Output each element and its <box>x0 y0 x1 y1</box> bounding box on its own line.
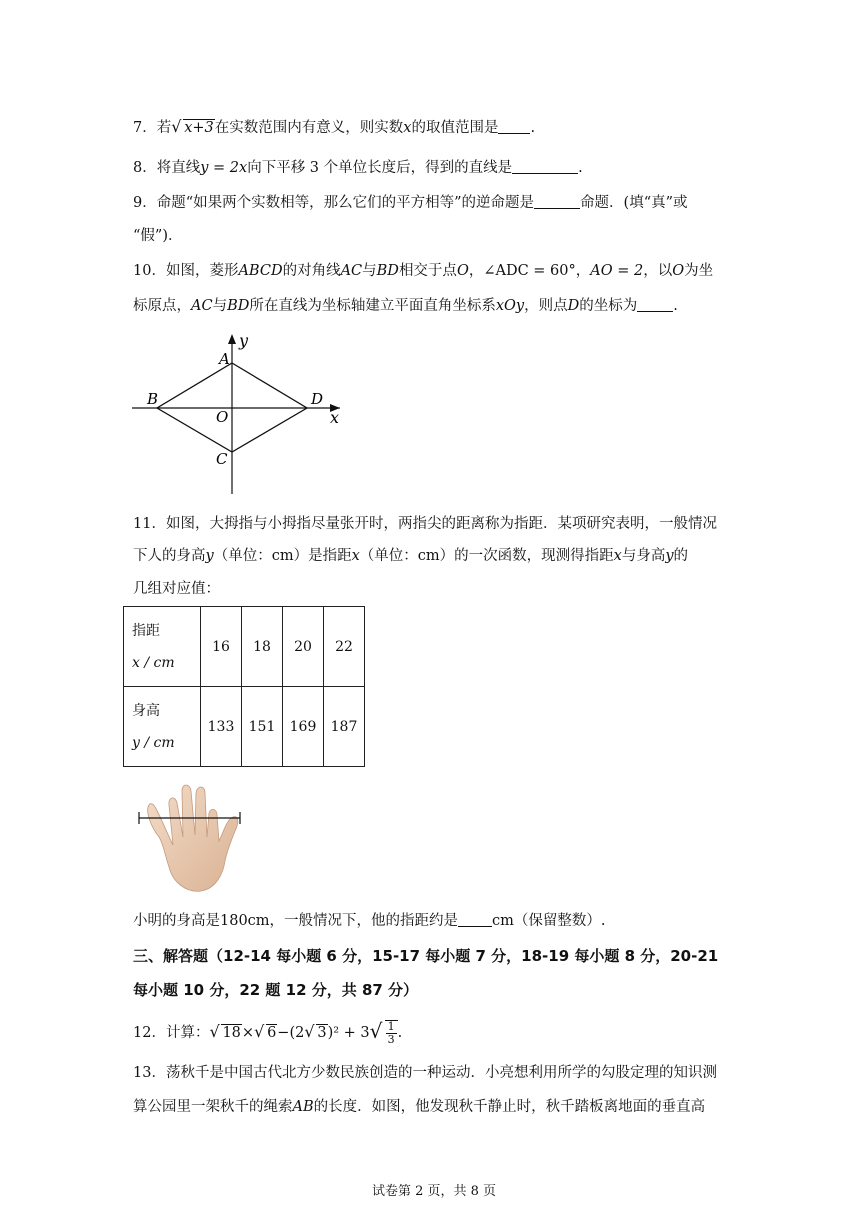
table-cell: 20 <box>283 607 324 687</box>
question-11-line1 <box>133 514 717 534</box>
q7-radicand: x+3 <box>184 120 214 136</box>
q11-x: x <box>351 548 360 564</box>
q10-t9: 所在直线为坐标轴建立平面直角坐标系 <box>249 298 496 314</box>
question-11-answer <box>133 911 606 931</box>
q7-text-post: 的取值范围是 <box>411 120 499 136</box>
q10-t5: ，以 <box>643 263 673 279</box>
q8-text-post: 向下平移 3 个单位长度后，得到的直线是 <box>247 160 513 176</box>
q10-t3: 与 <box>362 263 377 279</box>
table-row <box>124 607 365 687</box>
q12-sqrt-18: √ 18 <box>209 1022 241 1041</box>
q8-text-pre: 将直线 <box>156 160 201 176</box>
q10-answer-blank[interactable] <box>637 297 673 312</box>
question-9-line1 <box>133 193 688 213</box>
q12-end: . <box>397 1025 403 1041</box>
table-cell: 133 <box>201 687 242 767</box>
table-cell: 22 <box>324 607 365 687</box>
q10-abcd: ABCD <box>238 263 283 279</box>
q11-x2: x <box>613 548 622 564</box>
q11-t4: 与身高 <box>621 548 666 564</box>
q10-t6: 为坐 <box>684 263 714 279</box>
q10-angle: ，∠ADC = 60°， <box>468 263 591 279</box>
q12-number: 12．计算： <box>133 1025 210 1041</box>
q9-answer-blank[interactable] <box>534 194 580 209</box>
row1-label-top: 指距 <box>132 622 160 639</box>
q10-t4: 相交于点 <box>398 263 457 279</box>
row2-label-top: 身高 <box>132 702 160 719</box>
label-d: D <box>311 390 324 408</box>
q7-answer-blank[interactable] <box>498 119 530 134</box>
q10-end: . <box>673 298 678 314</box>
q10-d: D <box>567 298 580 314</box>
label-o: O <box>216 408 229 426</box>
question-13-line1 <box>133 1063 717 1083</box>
label-a: A <box>219 350 230 368</box>
q12-times: × <box>241 1025 255 1041</box>
question-9-line2 <box>133 226 182 246</box>
table-row <box>124 687 365 767</box>
q10-t8: 与 <box>212 298 228 314</box>
q12-sqrt-3: √ 3 <box>304 1022 327 1041</box>
question-8 <box>133 158 583 178</box>
question-13-line2 <box>133 1097 705 1117</box>
q11-y2: y <box>665 548 674 564</box>
page-footer: 试卷第 2 页，共 8 页 <box>371 1184 497 1199</box>
q10-bd: BD <box>376 263 399 279</box>
label-b: B <box>147 390 159 408</box>
row1-label <box>124 607 201 687</box>
hand-span-illustration <box>135 775 247 897</box>
row2-label <box>124 687 201 767</box>
q12-sqrt-6: √ 6 <box>254 1022 277 1041</box>
row2-label-bottom: y / cm <box>132 734 175 751</box>
question-10-line2 <box>133 296 678 316</box>
q10-ac2: AC <box>191 298 213 314</box>
q11-line1: 11．如图，大拇指与小拇指尽量张开时，两指尖的距离称为指距．某项研究表明，一般情况 <box>133 516 717 532</box>
q10-xoy: xOy <box>495 298 525 314</box>
q11-t5: 的 <box>673 548 689 564</box>
q13-t1: 算公园里一架秋千的绳索 <box>133 1099 293 1115</box>
question-11-line2 <box>133 546 688 566</box>
q7-text-pre: 若 <box>156 120 172 136</box>
q7-text-mid: 在实数范围内有意义，则实数 <box>214 120 404 136</box>
q8-expression: y = 2x <box>200 160 248 176</box>
q10-t7: 标原点， <box>133 298 191 314</box>
question-7 <box>133 118 535 138</box>
q9-line2: “假”)． <box>133 228 183 244</box>
q11-answer-blank[interactable] <box>458 912 492 927</box>
table-cell: 187 <box>324 687 365 767</box>
q13-t2: 的长度．如图，他发现秋千静止时，秋千踏板离地面的垂直高 <box>313 1099 706 1115</box>
q10-t10: ，则点 <box>524 298 568 314</box>
q9-text: 9．命题“如果两个实数相等，那么它们的平方相等”的逆命题是 <box>133 195 535 211</box>
q8-answer-blank[interactable] <box>512 159 578 174</box>
question-11-line3 <box>133 579 220 599</box>
table-cell: 18 <box>242 607 283 687</box>
q8-end: . <box>578 160 583 176</box>
q12-r3: 3 <box>317 1025 327 1041</box>
q10-ao: AO = 2 <box>590 263 644 279</box>
q10-o: O <box>456 263 469 279</box>
q7-var: x <box>403 120 412 136</box>
table-cell: 16 <box>201 607 242 687</box>
label-y: y <box>239 331 249 350</box>
q13-line1: 13．荡秋千是中国古代北方少数民族创造的一种运动．小亮想利用所学的勾股定理的知识测 <box>133 1065 717 1081</box>
finger-span-height-table <box>123 606 365 767</box>
q12-r18: 18 <box>222 1025 241 1041</box>
section-3-heading-line2: 每小题 10 分，22 题 12 分，共 87 分） <box>133 981 419 999</box>
q11-answer-text: 小明的身高是180cm，一般情况下，他的指距约是 <box>133 913 459 929</box>
q11-t3: （单位：cm）的一次函数，现测得指距 <box>359 548 614 564</box>
table-cell: 169 <box>283 687 324 767</box>
q12-frac-den: 3 <box>387 1033 395 1046</box>
q10-t11: 的坐标为 <box>579 298 638 314</box>
q11-line3: 几组对应值： <box>133 581 220 597</box>
q10-bd2: BD <box>227 298 250 314</box>
q12-r6: 6 <box>267 1025 277 1041</box>
rhombus-coordinate-figure <box>125 330 355 500</box>
q12-sq: )² + 3 <box>327 1025 370 1041</box>
q11-t2: （单位：cm）是指距 <box>213 548 352 564</box>
q10-t2: 的对角线 <box>282 263 341 279</box>
question-10-line1 <box>133 261 713 281</box>
q11-answer-unit: cm（保留整数）. <box>492 913 606 929</box>
table-cell: 151 <box>242 687 283 767</box>
label-c: C <box>216 450 228 468</box>
q7-number: 7． <box>133 120 157 136</box>
label-x: x <box>330 408 340 427</box>
q13-ab: AB <box>292 1099 314 1115</box>
q12-minus: −(2 <box>277 1025 305 1041</box>
q10-o2: O <box>672 263 685 279</box>
q10-ac: AC <box>340 263 363 279</box>
hand-icon <box>148 785 238 891</box>
section-3-heading-line1: 三、解答题（12-14 每小题 6 分，15-17 每小题 7 分，18-19 每小题 8 分，20-21 <box>133 947 719 965</box>
q10-t1: 10．如图，菱形 <box>133 263 239 279</box>
q11-t1: 下人的身高 <box>133 548 206 564</box>
question-12 <box>133 1020 402 1046</box>
q9-text-end: 命题．(填“真”或 <box>580 195 688 211</box>
row1-label-bottom: x / cm <box>132 654 175 671</box>
q12-frac-num: 1 <box>387 1020 395 1033</box>
q7-radical: √ x+3 <box>171 117 214 136</box>
q7-end: . <box>530 120 536 136</box>
q11-y: y <box>205 548 214 564</box>
y-axis-arrow <box>228 334 236 344</box>
q12-sqrt-frac: √ $\frac{1}{3}$ <box>370 1020 398 1046</box>
q8-number: 8． <box>133 160 157 176</box>
